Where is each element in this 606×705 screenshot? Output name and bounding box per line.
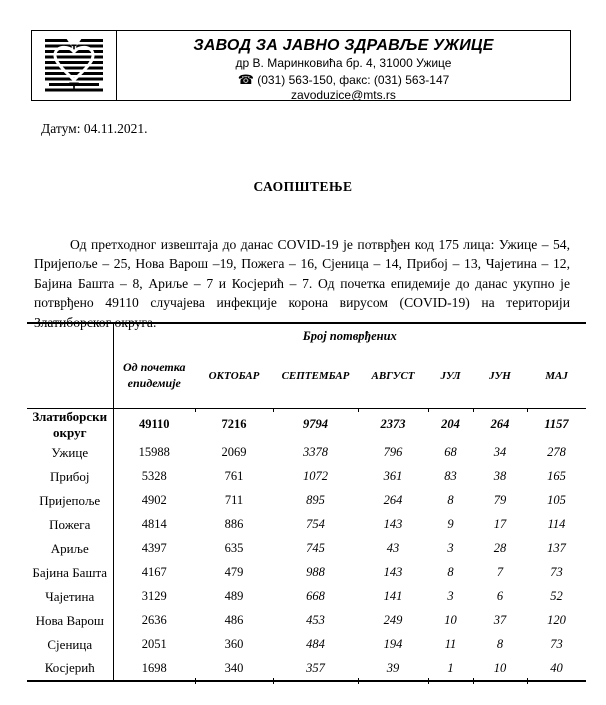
table-row [27,585,586,609]
value-cell: 143 [383,565,403,580]
row-label-cell: Златиборски округ [27,409,113,441]
value-cell: 4167 [141,565,167,580]
announcement-paragraph: Од претходног извештаја до данас COVID-19 је потврђен код 175 лица: Ужице – 54, Пријепоље – 25, Нова Варош –19, Пожега – 16, Сјеница – 14, Прибој – 13, Чајетина – 12, Бајина Башта – 8, Ариље – 7 и Косјерић – 7. Од почетка епидемије до данас укупно је потврђено 49110 случајева инфекције корона вирусом (COVID-19) на територији Златиборског округа. [34,236,570,330]
value-cell: 73 [550,565,563,580]
value-cell: 114 [547,517,566,532]
value-cell: 8 [447,493,454,508]
row-label-cell: Прибој [27,465,113,489]
value-cell: 79 [493,493,507,508]
table-row [27,561,586,585]
value-cell: 137 [547,541,566,556]
value-cell: 264 [383,493,403,508]
column-header: ЈУЛ [428,344,473,409]
row-label-cell: Пожега [27,513,113,537]
value-cell: 895 [306,493,325,508]
value-cell: 2069 [221,445,247,460]
value-cell: 7216 [195,409,273,441]
value-cell: 105 [547,493,566,508]
value-cell: 711 [224,493,244,508]
column-header: АВГУСТ [358,344,428,409]
table-row [27,513,586,537]
span-header-row [27,323,586,344]
value-cell: 453 [306,613,325,628]
value-cell: 73 [550,637,563,652]
table-row [27,633,586,657]
value-cell: 745 [306,541,325,556]
address-line: др В. Маринковића бр. 4, 31000 Ужице [235,56,452,71]
value-cell: 37 [493,613,507,628]
value-cell: 11 [444,637,457,652]
covid-table-body [27,409,586,681]
value-cell: 886 [224,517,244,532]
value-cell: 68 [444,445,457,460]
value-cell: 9 [447,517,454,532]
table-row [27,441,586,465]
value-cell: 754 [306,517,325,532]
value-cell: 340 [195,657,273,681]
value-cell: 3 [447,589,454,604]
value-cell: 141 [383,589,403,604]
row-label-cell: Пријепоље [27,489,113,513]
value-cell: 43 [386,541,400,556]
phone-line [117,72,570,88]
value-cell: 4902 [141,493,167,508]
value-cell: 635 [224,541,244,556]
covid-table-header [27,323,586,409]
row-label-cell: Сјеница [27,633,113,657]
row-label-cell: Чајетина [27,585,113,609]
table-row [27,489,586,513]
table-row [27,657,586,681]
value-cell: 83 [444,469,457,484]
phone-fax-text: (031) 563-150, факс: (031) 563-147 [257,72,450,87]
value-cell: 1698 [141,660,167,675]
email-line: zavoduzice@mts.rs [291,88,396,103]
corner-cell [27,323,113,409]
value-cell: 357 [273,657,358,681]
value-cell: 143 [383,517,403,532]
value-cell: 9794 [273,409,358,441]
value-cell: 52 [550,589,563,604]
column-header: МАЈ [527,344,586,409]
table-row [27,609,586,633]
value-cell: 17 [493,517,507,532]
announcement-heading: САОПШТЕЊЕ [253,179,353,194]
value-cell: 120 [547,613,566,628]
institute-logo-icon [45,39,103,93]
value-cell: 796 [383,445,403,460]
value-cell: 668 [306,589,325,604]
value-cell: 8 [447,565,454,580]
value-cell: 39 [358,657,428,681]
org-name: ЗАВОД ЗА ЈАВНО ЗДРАВЉЕ УЖИЦЕ [193,37,494,54]
value-cell: 7 [496,565,504,580]
value-cell: 2636 [141,613,167,628]
table-row [27,465,586,489]
value-cell: 1157 [527,409,586,441]
value-cell: 360 [224,637,244,652]
value-cell: 4814 [141,517,167,532]
value-cell: 204 [428,409,473,441]
value-cell: 165 [547,469,566,484]
value-cell: 38 [493,469,507,484]
column-header: ЈУН [473,344,527,409]
value-cell: 1072 [303,469,328,484]
value-cell: 15988 [138,445,170,460]
value-cell: 988 [306,565,325,580]
column-header: ОКТОБАР [195,344,273,409]
value-cell: 6 [496,589,504,604]
value-cell: 5328 [141,469,167,484]
value-cell: 49110 [138,417,170,432]
value-cell: 484 [306,637,325,652]
value-cell: 34 [493,445,507,460]
table-row [27,409,586,441]
value-cell: 486 [224,613,244,628]
row-label-cell: Косјерић [27,657,113,681]
value-cell: 194 [383,637,403,652]
value-cell: 264 [473,409,527,441]
value-cell: 3378 [303,445,328,460]
row-label-cell: Бајина Башта [27,561,113,585]
value-cell: 361 [383,469,403,484]
value-cell: 489 [224,589,244,604]
value-cell: 761 [224,469,244,484]
value-cell: 249 [383,613,403,628]
value-cell: 2051 [141,637,167,652]
column-header: СЕПТЕМБАР [273,344,358,409]
span-header-cell: Број потврђених [302,329,397,343]
value-cell: 10 [473,657,527,681]
covid-table [27,322,586,682]
value-cell: 40 [527,657,586,681]
value-cell: 2373 [358,409,428,441]
value-cell: 278 [547,445,566,460]
logo-cell [32,31,117,100]
value-cell: 10 [444,613,457,628]
value-cell: 3129 [141,589,167,604]
value-cell: 3 [447,541,454,556]
value-cell: 4397 [141,541,167,556]
row-label-cell: Нова Варош [27,609,113,633]
phone-icon: ☎ [237,71,254,87]
letterhead [31,30,571,101]
value-cell: 28 [493,541,507,556]
value-cell: 8 [496,637,504,652]
letterhead-text [117,31,570,103]
date-line: Датум: 04.11.2021. [41,121,148,136]
row-label-cell: Ариље [27,537,113,561]
column-header: Од почетка епидемије [113,344,195,409]
row-label-cell: Ужице [27,441,113,465]
value-cell: 1 [428,657,473,681]
table-row [27,537,586,561]
value-cell: 479 [224,565,244,580]
